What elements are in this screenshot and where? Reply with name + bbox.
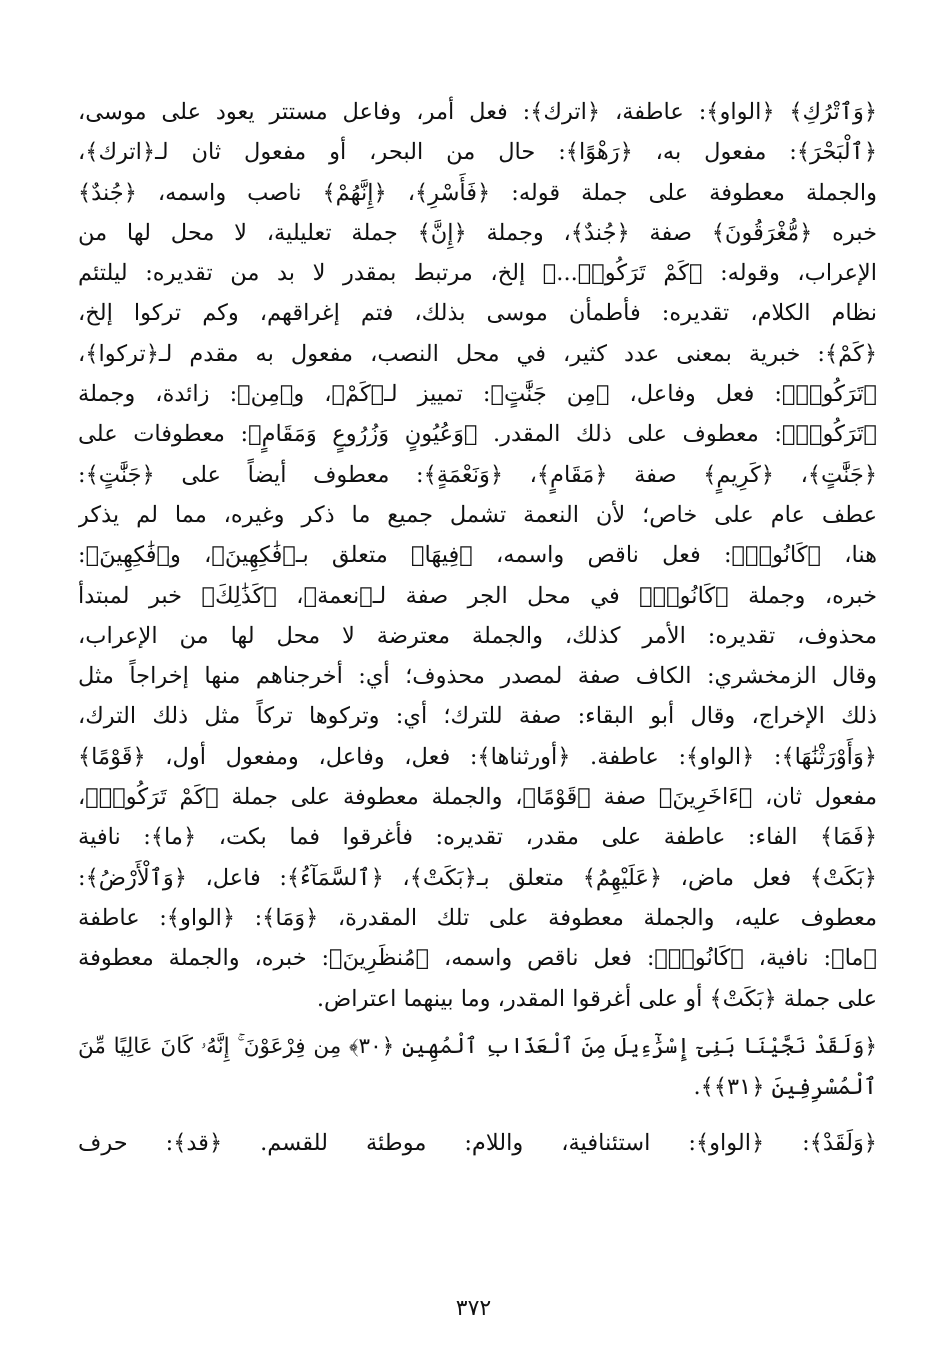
text-line: ذلك الإخراج، وقال أبو البقاء: صفة للترك؛ أي: وتركوها تركاً مثل ذلك الترك، [78,703,877,730]
text-line: خبره ﴿مُّغْرَقُونَ﴾ صفة ﴿جُندٌ﴾، وجملة ﴿إِنَّ﴾ جملة تعليلية، لا محل لها من [78,219,877,246]
text-line: ﴿كَمْ﴾: خبرية بمعنى عدد كثير، في محل النصب، مفعول به مقدم لـ﴿تركوا﴾، [78,340,877,367]
text-line: ﴿وَأَوْرَثْنَٰهَا﴾: ﴿الواو﴾: عاطفة. ﴿أورثناها﴾: فعل، وفاعل، ومفعول أول، ﴿قَوْمًا﴾ [78,743,877,770]
text-line: وقال الزمخشري: الكاف صفة لمصدر محذوف؛ أي: أخرجناهم منها إخراجاً مثل [78,663,877,690]
text-line: ﴿وَٱتْرُكِ﴾ ﴿الواو﴾: عاطفة، ﴿اترك﴾: فعل أمر، وفاعل مستتر يعود على موسى، [78,99,877,125]
paragraph-commentary [78,92,877,1019]
text-line: هنا، ﴿كَانُوا۟﴾: فعل ناقص واسمه، ﴿فِيهَا﴾ متعلق بـ﴿فَٰكِهِينَ﴾، و﴿فَٰكِهِينَ﴾: [78,542,877,569]
text-line: على جملة ﴿بَكَتْ﴾ أو على أغرقوا المقدر، وما بينهما اعتراض. [316,985,877,1012]
text-line: ﴿فَمَا﴾ الفاء: عاطفة على مقدر، تقديره: فأغرقوا فما بكت، ﴿ما﴾: نافية [78,824,877,851]
text-line: ﴿تَرَكُوا۟﴾: فعل وفاعل، ﴿مِن جَنَّٰتٍ﴾: تمييز لـ﴿كَمْ﴾، و﴿مِن﴾: زائدة، وجملة [78,381,877,408]
text-line: الإعراب، وقوله: ﴿كَمْ تَرَكُوا۟...﴾ إلخ، مرتبط بمقدر لا بد من تقديره: ليلتئم [78,260,877,287]
text-line: نظام الكلام، تقديره: فأطمأن موسى بذلك، فتم إغراقهم، وكم تركوا إلخ، [78,300,877,327]
text-line: ﴿جَنَّٰتٍ﴾، ﴿كَرِيمٍ﴾ صفة ﴿مَقَامٍ﴾، ﴿وَنَعْمَةٍ﴾: معطوف أيضاً على ﴿جَنَّٰتٍ﴾: [78,461,877,488]
text-line: محذوف، تقديره: الأمر كذلك، والجملة معترضة لا محل لها من الإعراب، [78,622,877,649]
text-line: مفعول ثان، ﴿ءَاخَرِينَ﴾ صفة ﴿قَوْمًا﴾، والجملة معطوفة على جملة ﴿كَمْ تَرَكُوا۟﴾، [78,784,877,811]
text-line: ﴿ما﴾: نافية، ﴿كَانُوا۟﴾: فعل ناقص واسمه، ﴿مُنظَرِينَ﴾: خبره، والجملة معطوفة [78,945,877,972]
text-line: ﴿وَلَقَدْ﴾: ﴿الواو﴾: استئنافية، واللام: موطئة للقسم. ﴿قد﴾: حرف [78,1130,877,1157]
text-line: معطوف عليه، والجملة معطوفة على تلك المقدرة، ﴿وَمَا﴾: ﴿الواو﴾: عاطفة [78,904,877,931]
quran-verse [78,1027,877,1108]
text-line: والجملة معطوفة على جملة قوله: ﴿فَأَسْرِ﴾، ﴿إِنَّهُمْ﴾ ناصب واسمه، ﴿جُندٌ﴾ [78,179,877,206]
text-line: ﴿تَرَكُوا۟﴾: معطوف على ذلك المقدر. ﴿وَعُيُونٍ وَزُرُوعٍ وَمَقَامٍ﴾: معطوفات على [78,421,877,448]
text-line: ﴿ٱلْبَحْرَ﴾: مفعول به، ﴿رَهْوًا﴾: حال من البحر، أو مفعول ثان لـ﴿اترك﴾، [78,139,877,166]
page-number: ٣٧٢ [455,1296,492,1321]
text-line: خبره، وجملة ﴿كَانُوا۟﴾ في محل الجر صفة لـ﴿نعمة﴾، ﴿كَذَٰلِكَ﴾ خبر لمبتدأ [78,582,877,609]
text-line: عطف عام على خاص؛ لأن النعمة تشمل جميع ما ذكر وغيره، مما لم يذكر [78,501,877,528]
paragraph-commentary-continued [78,1123,877,1163]
verse-line: ٱلْمُسْرِفِينَ ﴿٣١﴾﴾. [693,1074,877,1101]
verse-line: ﴿وَلَقَدْ نَجَّيْنَا بَنِىٓ إِسْرَٰٓءِيلَ مِنَ ٱلْعَذَابِ ٱلْمُهِينِ ﴿٣٠﴾ مِن فِرْعَوْنَ ۚ إِنَّهُۥ كَانَ عَالِيًا مِّنَ [78,1033,877,1059]
text-line: ﴿بَكَتْ﴾ فعل ماض، ﴿عَلَيْهِمُ﴾ متعلق بـ﴿بَكَتْ﴾، ﴿ٱلسَّمَآءُ﴾: فاعل، ﴿وَٱلْأَرْضُ﴾: [78,864,877,891]
